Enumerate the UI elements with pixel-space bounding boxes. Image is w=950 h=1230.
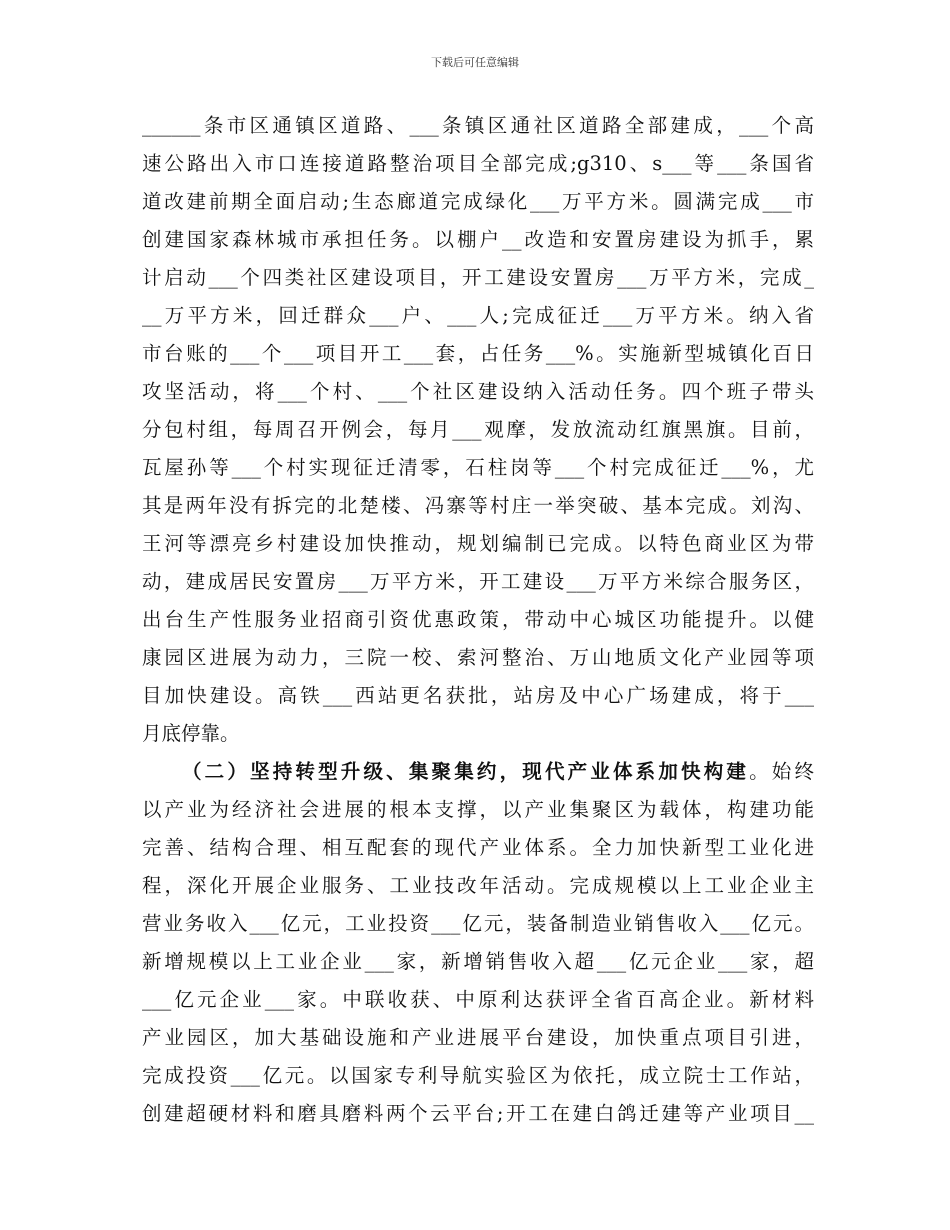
- paragraph-line: 速公路出入市口连接道路整治项目全部完成;g310、s___等___条国省: [142, 152, 814, 175]
- paragraph-line: 康园区进展为动力，三院一校、索河整治、万山地质文化产业园等项: [142, 646, 814, 669]
- page-header: 下载后可任意编辑: [431, 56, 519, 69]
- paragraph-line: 道改建前期全面启动;生态廊道完成绿化___万平方米。圆满完成___市: [142, 190, 814, 213]
- paragraph-line: 分包村组，每周召开例会，每月___观摩，发放流动红旗黑旗。目前，: [142, 418, 814, 441]
- section-heading: （二）坚持转型升级、集聚集约，现代产业体系加快构建: [182, 760, 750, 783]
- paragraph-line: 市台账的___个___项目开工___套，占任务___%。实施新型城镇化百日: [142, 342, 814, 365]
- paragraph-line: 营业务收入___亿元，工业投资___亿元，装备制造业销售收入___亿元。: [142, 912, 814, 935]
- paragraph-line: 目加快建设。高铁___西站更名获批，站房及中心广场建成，将于___: [142, 684, 814, 707]
- paragraph-line: ___亿元企业___家。中联收获、中原利达获评全省百高企业。新材料: [142, 988, 814, 1011]
- paragraph-line: 完成投资___亿元。以国家专利导航实验区为依托，成立院士工作站，: [142, 1064, 814, 1087]
- paragraph-line: 计启动___个四类社区建设项目，开工建设安置房___万平方米，完成_: [142, 266, 814, 289]
- paragraph-line: 月底停靠。: [142, 722, 240, 745]
- paragraph-line: 动，建成居民安置房___万平方米，开工建设___万平方米综合服务区，: [142, 570, 814, 593]
- paragraph-line: 出台生产性服务业招商引资优惠政策，带动中心城区功能提升。以健: [142, 608, 814, 631]
- paragraph-line: 完善、结构合理、相互配套的现代产业体系。全力加快新型工业化进: [142, 836, 814, 859]
- paragraph-line: 其是两年没有拆完的北楚楼、冯寨等村庄一举突破、基本完成。刘沟、: [142, 494, 814, 517]
- paragraph-line: 新增规模以上工业企业___家，新增销售收入超___亿元企业___家，超: [142, 950, 814, 973]
- paragraph-line: 创建国家森林城市承担任务。以棚户__改造和安置房建设为抓手，累: [142, 228, 814, 251]
- paragraph-line: 攻坚活动，将___个村、___个社区建设纳入活动任务。四个班子带头: [142, 380, 814, 403]
- paragraph-line: ______条市区通镇区道路、___条镇区通社区道路全部建成，___个高: [142, 114, 814, 137]
- document-body: [142, 107, 814, 1133]
- paragraph-line: 程，深化开展企业服务、工业技改年活动。完成规模以上工业企业主: [142, 874, 814, 897]
- paragraph-line: 以产业为经济社会进展的根本支撑，以产业集聚区为载体，构建功能: [142, 798, 814, 821]
- section-heading-tail: 。始终: [749, 760, 814, 783]
- paragraph-line: __万平方米，回迁群众___户、___人;完成征迁___万平方米。纳入省: [142, 304, 814, 327]
- section-heading-line: [142, 753, 814, 791]
- paragraph-line: 瓦屋孙等___个村实现征迁清零，石柱岗等___个村完成征迁___%，尤: [142, 456, 814, 479]
- paragraph-line: 王河等漂亮乡村建设加快推动，规划编制已完成。以特色商业区为带: [142, 532, 814, 555]
- paragraph-line: 创建超硬材料和磨具磨料两个云平台;开工在建白鸽迁建等产业项目__: [142, 1102, 814, 1125]
- paragraph-line: 产业园区，加大基础设施和产业进展平台建设，加快重点项目引进，: [142, 1026, 814, 1049]
